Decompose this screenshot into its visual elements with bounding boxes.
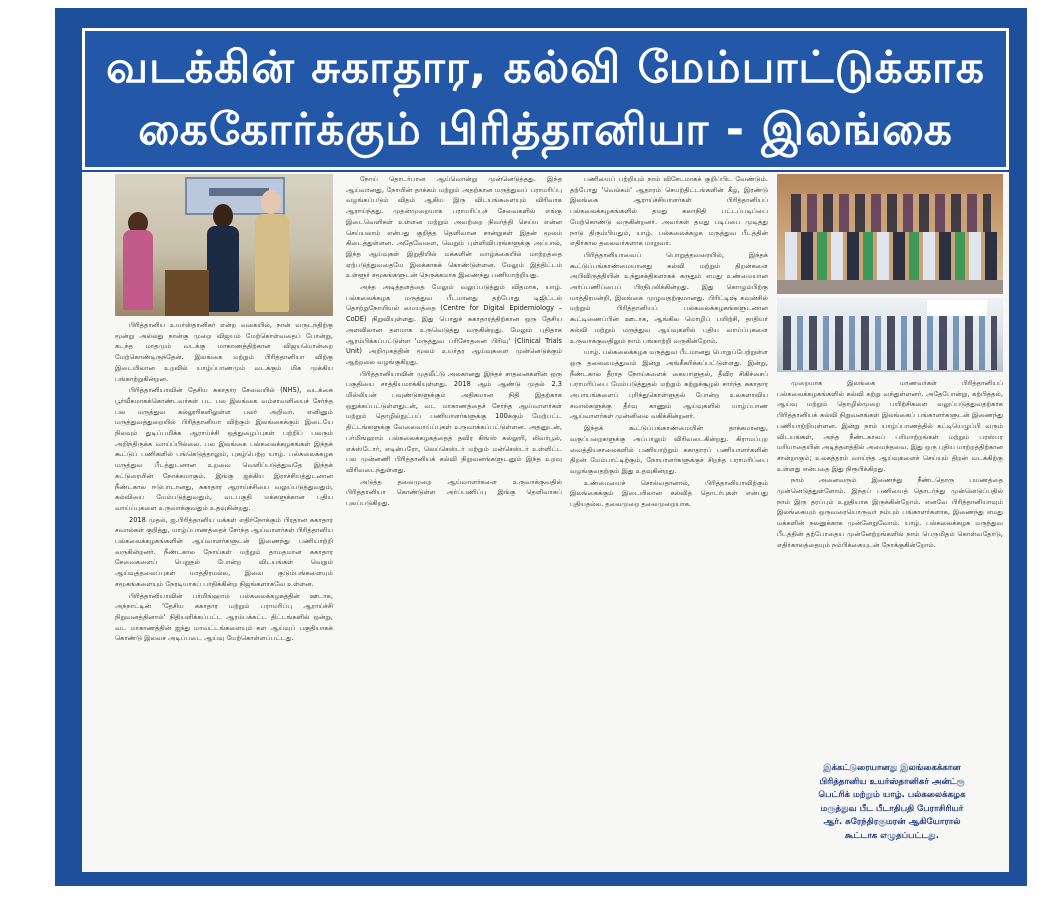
headline-banner — [82, 28, 1009, 170]
top-margin — [0, 0, 1050, 8]
text-column-4 — [777, 378, 1003, 766]
paragraph: பிரித்தானியாவின் பர்மிங்ஹாம் பல்கலைக்கழகத்தின் ஊடாக, அந்நாட்டின் 'தேசிய சுகாதார மற்றும் பராமரிப்பு ஆராய்ச்சி நிறுவனத்தினால்' நிதியளிக்கப்பட்ட ஆரம்பக்கட்ட திட்டங்களில் ஒன்று, வட மாகாணத்தின் ஐந்து மாவட்டங்களையும் கள ஆய்வுப் பகுதியாகக் கொண்டு இலவச அடிப்படை ஆய்வு மேற்கொள்ளப்பட்டது. — [115, 591, 333, 643]
paragraph: பிரித்தானிய உயர்ஸ்தானிகர் என்ற வகையில், நான் வருடந்திற்கு மூன்று அல்லது நான்கு முறை விஜயம் மேற்கொள்வதைப் போன்று, கடந்த மாதமும் வடக்கு மாகாணத்திற்கான விஜயமொன்றை மேற்கொண்டிருந்தேன். இலங்கை மற்றும் பிரித்தானியா விற்கு இடையிலான உறவில் யாழ்ப்பாணமும் வடக்கும் மிக முக்கிய பங்காற்றுகின்றன. — [115, 321, 333, 383]
photo-classroom — [777, 298, 1003, 372]
paragraph: பிரித்தானியாவின் முதலீட்டு அலகானது இந்தச் சாதனைகளின் ஒரு பகுதியை சாத்தியமாக்கியுள்ளது. 2018 ஆம் ஆண்டு முதல் 2.3 மில்லியன் பவுண்டுகளுக்கும் அதிகமான நிதி இதற்காக ஒதுக்கப்பட்டுள்ளதுடன், வட மாகாணத்தைச் சேர்ந்த ஆய்வாளர்கள் மற்றும் தொழில்நுட்பப் பணியாளர்களுக்கு 100க்கும் மேற்பட்ட திட்டங்களுக்கு வேலைவாய்ப்புகள் உருவாக்கப்பட்டுள்ளன. அதனுடன், பர்மிங்ஹாம் பல்கலைக்கழகத்தைத் தவிர கிங்ஸ் கல்லூரி, லிவர்பூல், எக்ஸ்டோர், எடின்பரோ, லெய்செஸ்டர் மற்றும் மன்செஸ்டர் உள்ளிட்ட பல முன்னணி பிரித்தானியக் கல்வி நிறுவனங்களுடனும் இந்த உறவு விரிவடைந்துள்ளது. — [346, 369, 562, 474]
standing-row — [791, 194, 991, 234]
headline-line-2: கைகோர்க்கும் பிரித்தானியா - இலங்கை — [138, 104, 953, 155]
window — [927, 300, 987, 316]
credit-line: மருத்துவ பீட பீடாதிபதி பேராசிரியர் — [820, 803, 964, 814]
credit-line: கூட்டாக எழுதப்பட்டது. — [845, 830, 939, 841]
article-body — [82, 172, 1009, 872]
paragraph: அடுத்த தலைமுறை ஆய்வாளர்களை உருவாக்குவதில் பிரித்தானியா கொண்டுள்ள அர்ப்பணிப்பு இங்கு தெளிவாகப் புலப்படுகிறது. — [346, 477, 562, 508]
paragraph: நோய் தொடர்பான ஆய்வொன்று முன்னெடுத்தது. இந்த ஆய்வானது, நோயின் தாக்கம் மற்றும் அதற்கான மருத்துவப் பராமரிப்பு வழங்கப்படும் விதம் ஆகிய இரு விடயங்களையும் விரிவாக ஆராய்ந்தது. முதன்முறையாக பராமரிப்புச் சேவைகளில் எங்கு இடைவெளிகள் உள்ளன மற்றும் அவற்றை நிவர்த்தி செய்ய என்ன செய்யலாம் என்பது குறித்த தெளிவான சான்றுகள் இதன் மூலம் கிடைத்துள்ளன. அதேவேளை, வெறும் புள்ளிவிபரங்களுக்கு அப்பால், இந்த ஆய்வுகள் இறுதியில் மக்களின் வாழ்க்கையில் மாற்றத்தை ஏற்படுத்துவதையே இலக்காகக் கொண்டுள்ளன. மேலும் இத்திட்டம் உள்ளூர் சமூகங்களுடன் நெருக்கமாக இணைந்து பணியாற்றியது. — [346, 175, 562, 280]
paragraph: உண்மையைச் சொல்வதானால், பிரித்தானியாவிற்கும் இலங்கைக்கும் இடையிலான கல்வித் தொடர்புகள் என்பது புதியதல்ல. தலைமுறை தலைமுறையாக. — [570, 478, 768, 509]
photo-ceremony — [115, 174, 333, 316]
paragraph: யாழ். பல்கலைக்கழக மருத்துவ பீடமானது பொறுப்பேற்றுள்ள ஒரு தலைமைத்துவம் இன்று அங்கீகரிக்கப்பட்டுள்ளது. இன்று, நீண்டகால தீராத நோய்களைக் கையாளுதல், தீவிர சிகிச்சைப் பராமரிப்பை மேம்படுத்துதல் மற்றும் சுற்றுச்சூழல் சார்ந்த சுகாதார அபாயங்களைப் புரிந்துகொள்ளுதல் போன்ற உலகளாவிய சவால்களுக்கு தீர்வு காணும் ஆய்வுகளில் யாழ்ப்பாண ஆய்வாளர்கள் முன்னிலை வகிக்கின்றனர். — [570, 348, 768, 421]
photo-group — [777, 174, 1003, 294]
author-credit — [794, 762, 990, 862]
text-column-2 — [346, 174, 562, 866]
audience-rows — [783, 316, 997, 370]
paragraph: பணியைப் பற்றியும் நாம் விசேடமாகக் குறிப்பிட வேண்டும். தற்போது 'வெல்கம்' ஆதாரம் செயற்திட்டங்களின் கீழ், இரண்டு இலங்கை ஆராய்ச்சியாளர்கள் பிரித்தானியப் பல்கலைக்கழகங்களில் தமது கலாநிதி பட்டப்படிப்பை மேற்கொண்டு வருகின்றனர். அவர்கள் தமது படிப்பை முடித்து நாடு திரும்பியதும், யாழ். பல்கலைக்கழக மருத்துவ பீடத்தின் எதிர்கால தலைவர்களாக மாறுவர். — [570, 175, 768, 248]
text-column-3 — [570, 174, 768, 866]
headline-line-1: வடக்கின் சுகாதார, கல்வி மேம்பாட்டுக்காக — [105, 42, 986, 93]
seated-row — [785, 232, 997, 280]
credit-line: பெட்ரிக் மற்றும் யாழ். பல்கலைக்கழக — [818, 790, 966, 801]
podium — [165, 270, 209, 316]
credit-line: ஆர். சுரேந்திரகுமரன் ஆகியோரால் — [823, 817, 961, 828]
paragraph: பிரித்தானியாவைப் பொறுத்தவரையில், இந்தக் கூட்டுப்பங்காண்மையானது கல்வி மற்றும் திறன்களை அபிவிருத்தியின் உந்துசக்திகளாகக் கருதும் எமது உண்மையான அர்ப்பணிப்பைப் பிரதிபலிக்கின்றது. இது கொழும்பிற்கு மாத்திரமன்றி, இலங்கை முழுவதற்குமானது. பிரிட்டிஷ் கவுன்சில் மற்றும் பிரித்தானியப் பல்கலைக்கழகங்களுடனான கூட்டிணைப்பின் ஊடாக, ஆங்கில மொழிப் பயிற்சி, தாதியர் கல்வி மற்றும் மருத்துவ ஆய்வுகளில் புதிய வாய்ப்புகளை உருவாக்குவதிலும் நாம் பங்காற்றி வருகின்றோம். — [570, 250, 768, 345]
paragraph: இந்தக் கூட்டுப்பங்காண்மையின் தாக்கமானது, வகுப்பறைகளுக்கு அப்பாலும் விரிவடைகின்றது. கிராமப்புற வைத்தியசாலைகளில் பணியாற்றும் சுகாதாரப் பணியாளர்களின் திறன் மேம்பாட்டிற்கும், நோயாளர்களுக்குச் சிறந்த பராமரிப்பை வழங்குவதற்கும் இது உதவுகின்றது. — [570, 424, 768, 475]
paragraph: 2018 முதல், ஐ.பிரித்தானிய மக்கள் எதிர்நோக்கும் பிரதான சுகாதார சவால்கள் குறித்து, யாழ்ப்பாணத்தைச் சேர்ந்த ஆய்வாளர்கள் பிரித்தானிய பல்கலைக்கழகங்களின் ஆய்வாளர்களுடன் இணைந்து பணியாற்றி வருகின்றனர். நீண்டகால நோய்கள் மற்றும் தாமதமான சுகாதார சேவைகளைப் பெறுதல் போன்ற விடயங்கள் வெறும் ஆய்வுத்தலைப்புகள் மாத்திரமல்ல, இவை குடும்பங்களையும் சமூகங்களையும் நேரடியாகப் பாதிக்கின்ற நிஜங்களாகவே உள்ளன. — [115, 515, 333, 588]
text-column-1 — [115, 320, 333, 866]
paragraph: முறையாக இலங்கை மாணவர்கள் பிரித்தானியப் பல்கலைக்கழகங்களில் கல்வி கற்று வந்துள்ளனர். அதேபோன்று, கற்பித்தல், ஆய்வு மற்றும் தொழில்முறை பயிற்சிகளை வலுப்படுத்துவதற்காக பிரித்தானியக் கல்வி நிறுவனங்கள் இலங்கைப் பங்காளர்களுடன் இணைந்து பணியாற்றியுள்ளன. இன்று நாம் யாழ்ப்பாணத்தில் கட்டியெழுப்பி வரும் விடயங்கள், அந்த நீண்டகாலப் பரிமாற்றங்கள் மற்றும் பரஸ்பர மரியாதையின் அடித்தளத்தில் அமைந்தவை. இது ஒரு புதிய மாற்றத்திற்கான சான்றாகும்; உலகத்தரம் வாய்ந்த ஆய்வுகளைச் செய்யும் திறன் வடக்கிற்கு உள்ளது என்பதை இது நிரூபிக்கிறது. — [777, 379, 1003, 473]
paragraph: அந்த அடித்தளத்தை மேலும் வலுப்படுத்தும் விதமாக, யாழ். பல்கலைக்கழக மருத்துவ பீடமானது தற்போது டிஜிட்டல் தொற்றுநோயியல் மையத்தை (Centre for Digital Epidemiology – CoDE) நிறுவியுள்ளது. இது பொதுச் சுகாதாரத்திற்கான ஒரு தேசிய அளவிலான தளமாக உருவெடுத்து வருகின்றது. மேலும் புதிதாக ஆரம்பிக்கப்பட்டுள்ள 'மருத்துவ பரிசோதனை பிரிவு' (Clinical Trials Unit) அறிமுகத்தின் மூலம் உயர்தர ஆய்வுகளை முன்னெடுக்கும் ஆற்றலை வழங்குகிறது. — [346, 283, 562, 366]
credit-line: இக்கட்டுரையானது இலங்கைக்கான — [823, 763, 961, 773]
paragraph: பிரித்தானியாவின் தேசிய சுகாதார சேவையில் (NHS), வடக்கை பூர்வீகமாகக்கொண்டவர்கள் பட பல இலங்கை வம்சாவளியைச் சேர்ந்த பல மருத்துவ கல்லூரிகளிலுள்ள பலர் அறிவர். எனினும் மருத்துவத்துறையில் பிரித்தானியா விற்கும் இலங்கைக்கும் இடையே நிலவும் துடிப்பமிக்க ஆராய்ச்சி ஒத்துழைப்புகள் பற்றிப் பலரும் அறிந்திருக்க வாய்ப்பில்லை. பல இலங்கை பல்கலைக்கழகங்கள் இந்தக் கூட்டுப் பணிகளில் பங்கெடுத்தாலும், புகழ்பெற்ற யாழ். பல்கலைக்கழக மருத்துவ பீடத்துடனான உறவை வெளிப்படுத்துவதே இந்தக் கட்டுரையின் நோக்கமாகும். இங்கு ஐக்கிய இராச்சியத்துடனான நீண்டகால ஈடுபாடானது, சுகாதார ஆராய்ச்சியை வலுப்படுத்துவதும், கல்வியை மேம்படுத்துவதும், வடபகுதி மக்களுக்கான புதிய வாய்ப்புகளை உருவாக்குவதும் உதவுகின்றது. — [115, 386, 333, 512]
credit-line: பிரித்தானிய உயர்ஸ்தானிகர் அன்ட்ரூ — [819, 776, 965, 787]
paragraph: நாம் அனைவரும் இணைந்து நீண்டதொரு பயணத்தை முன்னெடுத்துள்ளோம். இந்தப் பணியைத் தொடர்ந்து முன்னெடுப்பதில் நாம் இரு தரப்பும் உறுதியாக இருக்கின்றோம். எனவே பிரித்தானியாவும் இலங்கையும் ஒருவரையொருவர் நம்பும் பங்காளர்களாக, இணைந்து எமது மக்களின் நலனுக்காக முன்னேறுவோம். யாழ். பல்கலைக்கழக மருத்துவ பீடத்தின் தற்போதைய முன்னேற்றங்களில் நாம் பெருமிதம் கொள்வதோடு, எதிர்காலத்தையும் நம்பிக்கையுடன் நோக்குகின்றோம். — [777, 476, 1003, 549]
